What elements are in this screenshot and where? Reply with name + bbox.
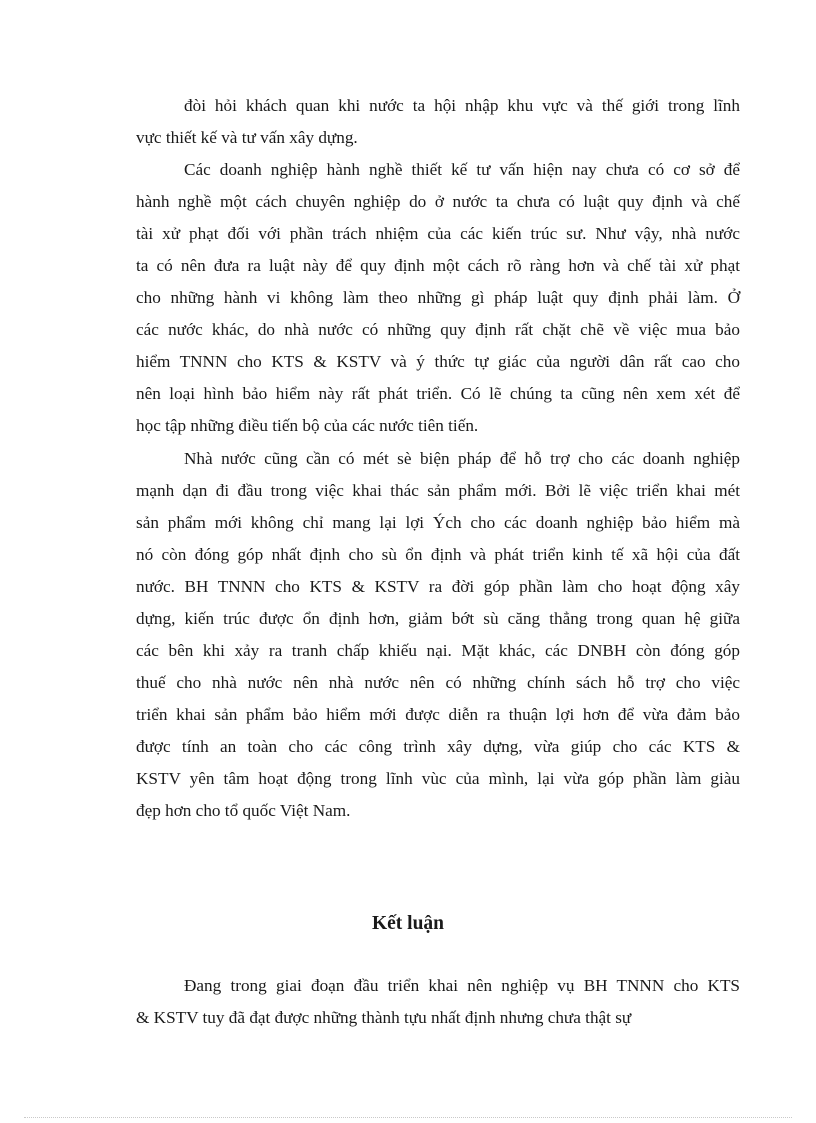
page-boundary-divider: [24, 1117, 792, 1118]
text-line: triển khai sản phẩm bảo hiểm mới được diễn ra thuận lợi hơn để vừa đảm bảo: [136, 705, 740, 724]
text-line: đẹp hơn cho tổ quốc Việt Nam.: [136, 801, 351, 820]
text-line: nên loại hình bảo hiểm này rất phát triển. Có lẽ chúng ta cũng nên xem xét để: [136, 384, 740, 403]
text-line: các bên khi xảy ra tranh chấp khiếu nại. Mặt khác, các DNBH còn đóng góp: [136, 641, 740, 660]
text-line: nó còn đóng góp nhất định cho sù ổn định và phát triển kinh tế xã hội của đất: [136, 545, 740, 564]
text-line: học tập những điều tiến bộ của các nước tiên tiến.: [136, 416, 479, 435]
section-heading: Kết luận: [371, 913, 445, 934]
text-line: Đang trong giai đoạn đầu triển khai nên nghiệp vụ BH TNNN cho KTS: [184, 976, 740, 995]
text-line: tài xử phạt đối với phần trách nhiệm của các kiến trúc sư. Như vậy, nhà nước: [136, 224, 740, 243]
text-line: KSTV yên tâm hoạt động trong lĩnh vùc của mình, lại vừa góp phần làm giàu: [136, 769, 740, 788]
text-line: cho những hành vi không làm theo những gì pháp luật quy định phải làm. Ở: [136, 288, 740, 307]
text-line: mạnh dạn đi đầu trong việc khai thác sản phẩm mới. Bởi lẽ việc triển khai mét: [136, 481, 740, 500]
text-line: nước. BH TNNN cho KTS & KSTV ra đời góp phần làm cho hoạt động xây: [136, 577, 740, 596]
text-line: Các doanh nghiệp hành nghề thiết kế tư vấn hiện nay chưa có cơ sở để: [184, 160, 740, 179]
text-line: vực thiết kế và tư vấn xây dựng.: [136, 128, 358, 147]
text-line: dựng, kiến trúc được ổn định hơn, giảm bớt sù căng thẳng trong quan hệ giữa: [136, 609, 740, 628]
text-line: các nước khác, do nhà nước có những quy định rất chặt chẽ về việc mua bảo: [136, 320, 740, 339]
text-line: ta có nên đưa ra luật này để quy định một cách rõ ràng hơn và chế tài xử phạt: [136, 256, 740, 275]
text-line: sản phẩm mới không chỉ mang lại lợi Ých cho các doanh nghiệp bảo hiểm mà: [136, 513, 740, 532]
text-line: được tính an toàn cho các công trình xây dựng, vừa giúp cho các KTS &: [136, 737, 740, 756]
text-line: Nhà nước cũng cần có mét sè biện pháp để hỗ trợ cho các doanh nghiệp: [184, 449, 740, 468]
text-line: đòi hỏi khách quan khi nước ta hội nhập khu vực và thế giới trong lĩnh: [184, 96, 740, 115]
text-line: hiểm TNNN cho KTS & KSTV và ý thức tự giác của người dân rất cao cho: [136, 352, 740, 371]
text-line: thuế cho nhà nước nên nhà nước nên có những chính sách hỗ trợ cho việc: [136, 673, 740, 692]
text-line: & KSTV tuy đã đạt được những thành tựu nhất định nhưng chưa thật sự: [136, 1008, 632, 1027]
text-line: hành nghề một cách chuyên nghiệp do ở nước ta chưa có luật quy định và chế: [136, 192, 740, 211]
